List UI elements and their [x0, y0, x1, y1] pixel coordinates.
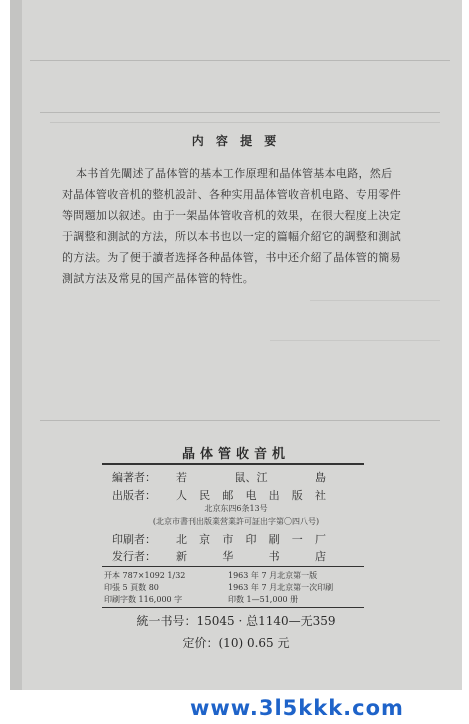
publisher-char: 出: [268, 489, 280, 502]
printer-char: 印: [245, 533, 257, 546]
printer-char: 北: [176, 533, 187, 546]
abstract-line: 对晶体管收音机的整机設計、各种实用晶体管收音机电路、专用零件: [62, 188, 401, 201]
printer-char: 厂: [314, 533, 326, 546]
binding-shadow: [10, 0, 22, 690]
publisher-char: 版: [291, 489, 303, 502]
bleed-rule: [40, 112, 440, 113]
publisher-address: 北京东四6条13号: [204, 504, 268, 513]
publisher-char: 电: [245, 489, 257, 502]
book-number: 統一书号：15045 · 总1140—无359: [136, 614, 336, 628]
bleed-rule: [40, 420, 440, 421]
watermark-logo: www.3l5kkk.com: [190, 696, 404, 720]
price: 定价：(10) 0.65 元: [182, 636, 290, 650]
author-part: 鼠、江: [234, 471, 268, 484]
bleed-rule: [30, 60, 450, 61]
bleed-rule: [270, 340, 440, 341]
printer-char: 刷: [268, 533, 280, 546]
book-title: 晶体管收音机: [181, 447, 290, 462]
specs-rule-top: [102, 566, 364, 567]
publisher-license: (北京市書刊出版業营業許可証出字第〇四八号): [152, 517, 320, 526]
distributor-label: 发行者：: [112, 550, 156, 563]
bleed-rule: [310, 300, 440, 301]
distributor-char: 书: [268, 550, 280, 563]
publisher-char: 人: [176, 489, 187, 502]
distributor-char: 华: [222, 550, 234, 563]
abstract-heading: 内 容 提 要: [191, 134, 281, 148]
abstract-line: 的方法。为了便于讀者选择各种晶体管，书中还介紹了晶体管的簡易: [62, 251, 401, 264]
author-part: 若: [176, 471, 187, 484]
spec-printing: 1963 年 7 月北京第一次印刷: [228, 583, 334, 592]
spec-copies: 印数 1—51,000 册: [228, 595, 299, 604]
authors-row: [112, 469, 362, 485]
printer-row: [112, 531, 362, 547]
title-rule: [102, 463, 364, 465]
abstract-line: 本书首先闡述了晶体管的基本工作原理和晶体管基本电路，然后: [76, 167, 393, 180]
publisher-char: 民: [199, 489, 211, 502]
author-part: 島: [315, 471, 326, 484]
printer-char: 市: [222, 533, 234, 546]
publisher-label: 出版者：: [112, 489, 156, 502]
distributor-char: 新: [176, 550, 187, 563]
bleed-rule: [50, 122, 440, 123]
spec-sheets: 印張 5 頁数 80: [104, 583, 159, 592]
spec-format: 开本 787×1092 1/32: [104, 571, 186, 580]
printer-char: 一: [291, 533, 303, 546]
publisher-char: 社: [314, 489, 326, 502]
publisher-char: 邮: [222, 489, 234, 502]
authors-label: 編著者：: [112, 471, 156, 484]
distributor-row: [112, 548, 362, 564]
abstract-line: 于調整和測試的方法，所以本书也以一定的篇幅介紹它的調整和測試: [62, 230, 401, 243]
printer-label: 印刷者：: [112, 533, 156, 546]
spec-words: 印刷字数 116,000 字: [104, 595, 183, 604]
scanned-page: [10, 0, 462, 690]
publisher-row: [112, 487, 362, 503]
printer-char: 京: [199, 533, 211, 546]
spec-edition: 1963 年 7 月北京第一版: [228, 571, 318, 580]
distributor-char: 店: [314, 550, 326, 563]
abstract-line: 測試方法及常見的国产晶体管的特性。: [62, 272, 255, 285]
abstract-line: 等問題加以叙述。由于一架晶体管收音机的效果，在很大程度上决定: [62, 209, 401, 222]
specs-rule-bottom: [102, 607, 364, 608]
